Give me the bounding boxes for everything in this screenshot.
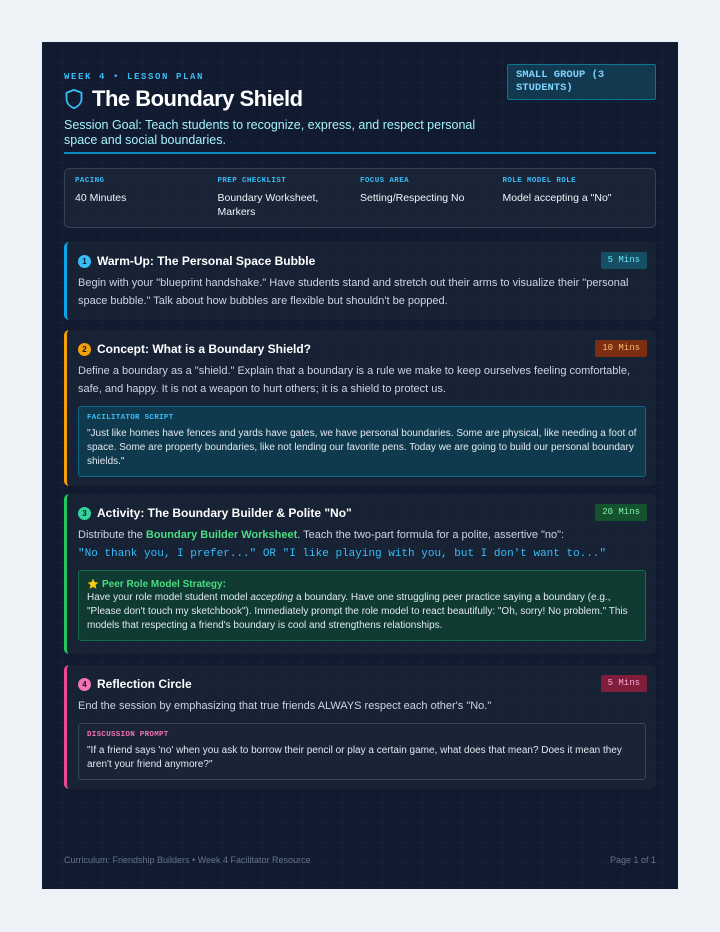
card-title: Activity: The Boundary Builder & Polite "No": [97, 506, 352, 520]
activity-card-warm-up: [64, 242, 656, 320]
shield-icon: [64, 88, 84, 110]
header-divider: [64, 152, 656, 154]
info-value: Model accepting a "No": [502, 192, 612, 204]
strategy-box: [78, 570, 646, 641]
info-value: Setting/Respecting No: [360, 192, 465, 204]
box-text-part: Have your role model student model: [87, 592, 251, 603]
card-body: Define a boundary as a "shield." Explain that a boundary is a rule we make to keep ourselves feeling comfortable, safe, and happy. It is not a weapon to hurt others; it is a shield to protect us.: [78, 365, 631, 395]
info-label: ROLE MODEL ROLE: [502, 177, 577, 185]
card-body: [78, 526, 646, 544]
discussion-prompt-box: [78, 723, 646, 780]
polite-no-formula: "No thank you, I prefer..." OR "I like playing with you, but I don't want to...": [78, 548, 607, 560]
emphasis: accepting: [250, 592, 294, 603]
strategy-header: [87, 578, 637, 590]
card-body: Begin with your "blueprint handshake." Have students stand and stretch out their arms to visualize their "personal space bubble." Talk about how bubbles are flexible but shouldn't be popped.: [78, 277, 629, 307]
card-header: [78, 675, 646, 693]
time-badge: 5 Mins: [601, 675, 647, 692]
card-title: Reflection Circle: [97, 677, 192, 691]
activity-card-boundary-builder: [64, 494, 656, 654]
info-focus-area: [360, 177, 503, 219]
box-label: FACILITATOR SCRIPT: [87, 414, 174, 422]
info-label: FOCUS AREA: [360, 177, 410, 185]
page-title: The Boundary Shield: [92, 86, 303, 111]
info-label: PREP CHECKLIST: [217, 177, 287, 185]
star-icon: [87, 578, 99, 590]
info-bar: [64, 168, 656, 228]
box-label: DISCUSSION PROMPT: [87, 731, 169, 739]
card-header: [78, 340, 646, 358]
page-number: Page 1 of 1: [609, 855, 656, 865]
footer: [64, 855, 656, 865]
time-badge: 5 Mins: [601, 252, 647, 269]
card-title: Warm-Up: The Personal Space Bubble: [97, 254, 316, 268]
box-text: [87, 591, 637, 633]
box-text: "If a friend says 'no' when you ask to borrow their pencil or play a certain game, what does that mean? Does it mean they aren't your friend anymore?": [87, 745, 622, 770]
activity-card-concept: [64, 330, 656, 486]
body-text: . Teach the two-part formula for a polite, assertive "no":: [297, 529, 565, 541]
step-number: 3: [78, 507, 91, 520]
worksheet-name: Boundary Builder Worksheet: [145, 529, 298, 541]
group-size-badge: SMALL GROUP (3 STUDENTS): [507, 64, 656, 100]
step-number: 4: [78, 678, 91, 691]
info-role-model-role: [503, 177, 646, 219]
info-value: Boundary Worksheet, Markers: [217, 192, 319, 218]
info-value: 40 Minutes: [75, 192, 127, 204]
info-prep-checklist: [218, 177, 361, 219]
card-body: End the session by emphasizing that true friends ALWAYS respect each other's "No.": [78, 700, 492, 712]
box-label: Peer Role Model Strategy:: [102, 578, 226, 590]
eyebrow: WEEK 4 • LESSON PLAN: [64, 72, 205, 82]
box-text-part: a boundary. Have one struggling peer practice saying a boundary (e.g., "Please don't touch my sketchbook"). Immediately prompt the role model to react beautifully: "Oh, sorry! No problem." This models that respecting a friend's boundary is cool and strengthens relationships.: [87, 592, 628, 631]
info-pacing: [75, 177, 218, 219]
body-text: Distribute the: [78, 529, 146, 541]
step-number: 1: [78, 255, 91, 268]
lesson-plan-page: [42, 42, 678, 889]
curriculum-credit: Curriculum: Friendship Builders • Week 4 Facilitator Resource: [64, 855, 311, 865]
session-goal: Session Goal: Teach students to recognize, express, and respect personal space and social boundaries.: [64, 118, 476, 147]
box-text: "Just like homes have fences and yards have gates, we have personal boundaries. Some are physical, like needing a foot of space. Some are property boundaries, like not lending our favorite pens. Today we are going to build our personal boundary shields.": [87, 428, 637, 467]
card-header: [78, 504, 646, 522]
info-label: PACING: [75, 177, 105, 185]
card-title: Concept: What is a Boundary Shield?: [97, 342, 312, 356]
step-number: 2: [78, 343, 91, 356]
activity-card-reflection: [64, 665, 656, 789]
card-header: [78, 252, 646, 270]
time-badge: 20 Mins: [595, 504, 647, 521]
header: [64, 64, 656, 148]
facilitator-script-box: [78, 406, 646, 477]
time-badge: 10 Mins: [595, 340, 647, 357]
